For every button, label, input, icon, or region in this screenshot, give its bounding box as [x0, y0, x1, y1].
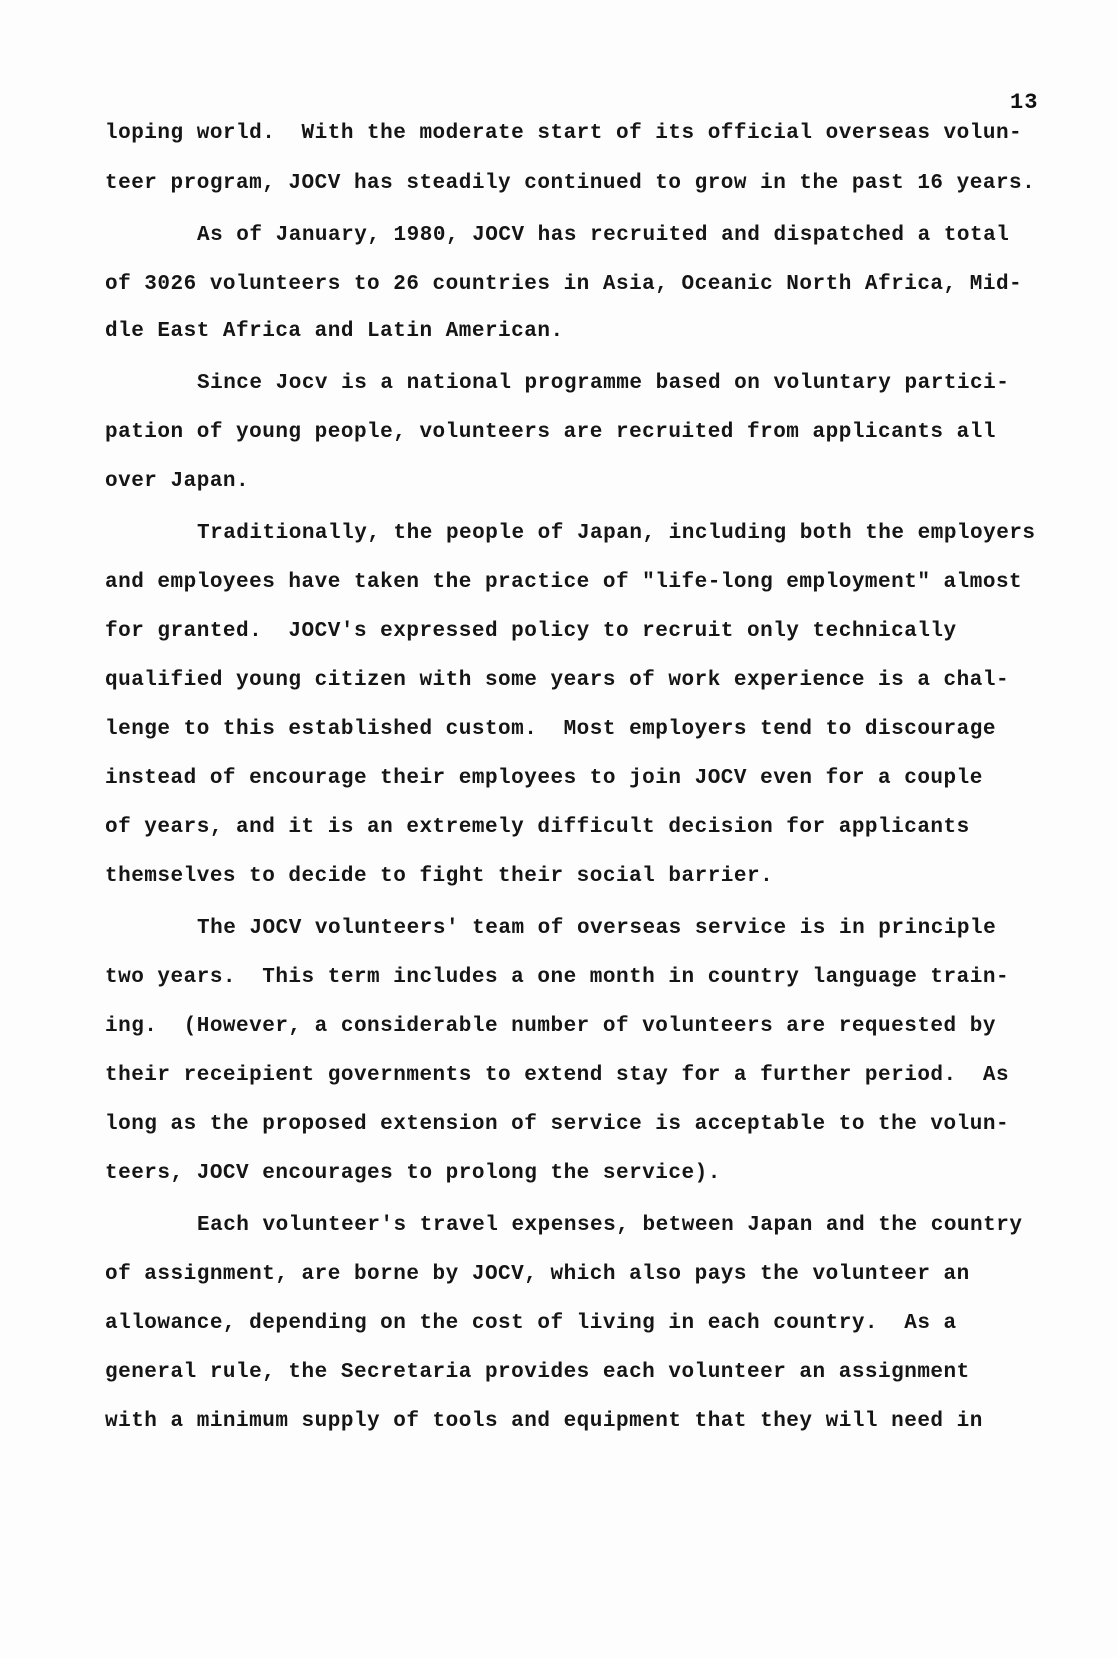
text-line: lenge to this established custom. Most employers tend to discourage: [105, 718, 996, 741]
text-line: and employees have taken the practice of "life-long employment" almost: [105, 571, 1023, 594]
text-line: teers, JOCV encourages to prolong the service).: [105, 1162, 721, 1185]
text-line: Traditionally, the people of Japan, including both the employers: [197, 522, 1036, 545]
text-line: two years. This term includes a one month in country language train-: [105, 966, 1010, 989]
text-line: teer program, JOCV has steadily continued to grow in the past 16 years.: [105, 172, 1036, 195]
text-line: general rule, the Secretaria provides each volunteer an assignment: [105, 1361, 970, 1384]
text-line: for granted. JOCV's expressed policy to recruit only technically: [105, 620, 957, 643]
text-line: of years, and it is an extremely difficult decision for applicants: [105, 816, 970, 839]
text-line: qualified young citizen with some years of work experience is a chal-: [105, 669, 1010, 692]
text-line: themselves to decide to fight their social barrier.: [105, 865, 774, 888]
text-line: of assignment, are borne by JOCV, which also pays the volunteer an: [105, 1263, 970, 1286]
text-line: long as the proposed extension of service is acceptable to the volun-: [105, 1113, 1010, 1136]
text-line: Since Jocv is a national programme based on voluntary partici-: [197, 372, 1010, 395]
text-line: The JOCV volunteers' team of overseas service is in principle: [197, 917, 997, 940]
text-line: over Japan.: [105, 470, 250, 493]
text-line: their receipient governments to extend stay for a further period. As: [105, 1064, 1010, 1087]
text-line: pation of young people, volunteers are recruited from applicants all: [105, 421, 996, 444]
text-line: As of January, 1980, JOCV has recruited and dispatched a total: [197, 224, 1010, 247]
text-line: dle East Africa and Latin American.: [105, 320, 564, 343]
text-line: of 3026 volunteers to 26 countries in Asia, Oceanic North Africa, Mid-: [105, 273, 1023, 296]
text-line: loping world. With the moderate start of its official overseas volun-: [105, 122, 1023, 145]
text-line: instead of encourage their employees to join JOCV even for a couple: [105, 767, 983, 790]
text-line: allowance, depending on the cost of living in each country. As a: [105, 1312, 957, 1335]
text-line: with a minimum supply of tools and equipment that they will need in: [105, 1410, 983, 1433]
page-number: 13: [1010, 90, 1039, 115]
text-line: ing. (However, a considerable number of volunteers are requested by: [105, 1015, 996, 1038]
text-line: Each volunteer's travel expenses, between Japan and the country: [197, 1214, 1023, 1237]
